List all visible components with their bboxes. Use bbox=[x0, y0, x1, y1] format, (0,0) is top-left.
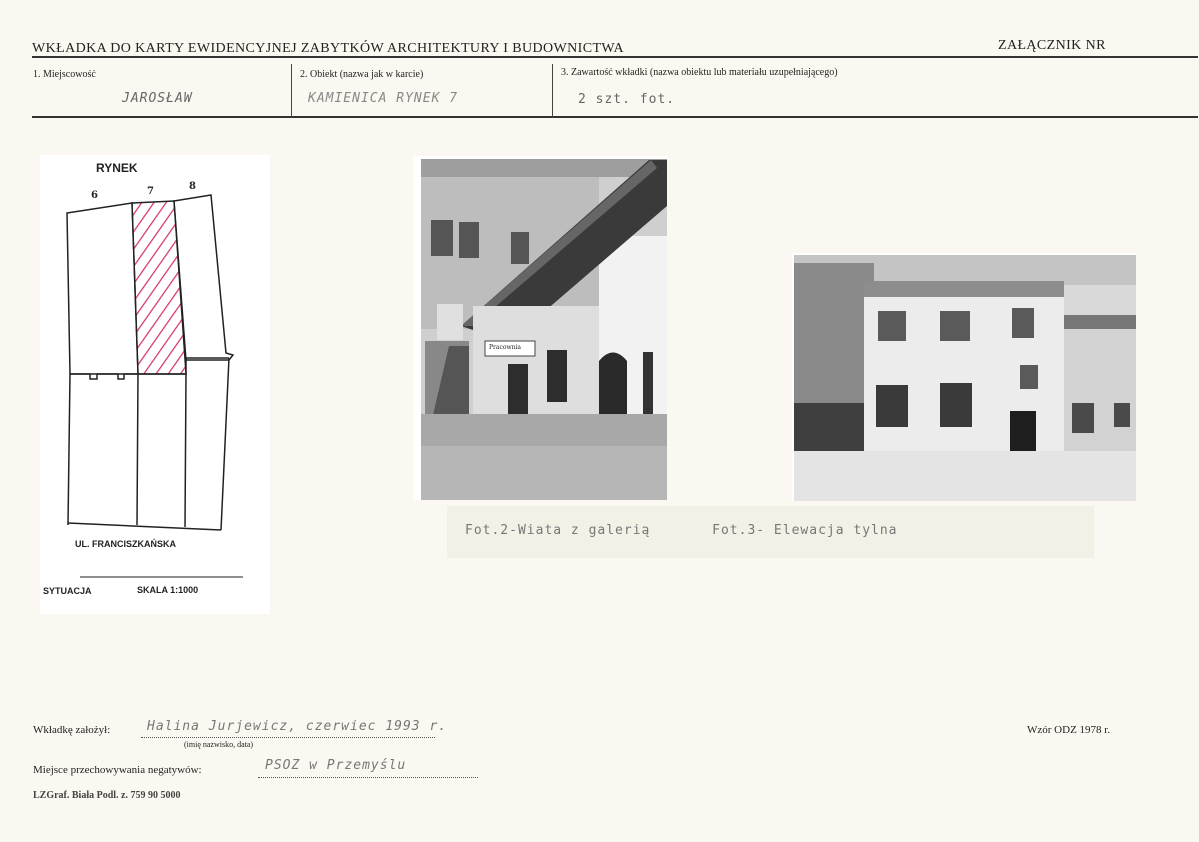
author-label: Wkładkę założył: bbox=[33, 724, 111, 736]
street-label: UL. FRANCISZKAŃSKA bbox=[75, 539, 176, 549]
content-label: 3. Zawartość wkładki (nazwa obiektu lub materiału uzupełniającego) bbox=[561, 67, 838, 78]
lot-number-8: 8 bbox=[189, 181, 196, 192]
plan-caption-left: SYTUACJA bbox=[43, 586, 92, 596]
card-title: WKŁADKA DO KARTY EWIDENCYJNEJ ZABYTKÓW ARCHITEKTURY I BUDOWNICTWA bbox=[32, 41, 624, 56]
photo-caption-strip bbox=[447, 506, 1094, 558]
lot-7-hatched bbox=[132, 201, 186, 374]
market-square-label: RYNEK bbox=[96, 161, 138, 175]
content-value: 2 szt. fot. bbox=[578, 92, 676, 107]
lot-number-6: 6 bbox=[91, 190, 98, 201]
author-hint: (imię nazwisko, data) bbox=[184, 740, 254, 749]
photo-caption: Fot.2-Wiata z galerią Fot.3- Elewacja tylna bbox=[465, 523, 898, 538]
site-plan-panel bbox=[40, 155, 270, 614]
photo-2-image bbox=[413, 156, 667, 500]
plan-caption-right: SKALA 1:1000 bbox=[137, 585, 199, 595]
template-label: Wzór ODZ 1978 r. bbox=[1027, 724, 1111, 736]
locality-label: 1. Miejscowość bbox=[33, 69, 96, 80]
storage-underline bbox=[258, 777, 478, 778]
locality-value: JAROSŁAW bbox=[122, 91, 193, 106]
lot-6-front bbox=[67, 203, 138, 374]
author-value: Halina Jurjewicz, czerwiec 1993 r. bbox=[147, 719, 448, 734]
storage-label: Miejsce przechowywania negatywów: bbox=[33, 764, 202, 776]
field-divider-2 bbox=[552, 64, 553, 118]
photo-3-image bbox=[792, 253, 1136, 501]
storage-value: PSOZ w Przemyślu bbox=[265, 758, 407, 773]
lot-number-7: 7 bbox=[147, 186, 154, 197]
object-value: KAMIENICA RYNEK 7 bbox=[308, 91, 459, 106]
photo-2-gallery bbox=[413, 156, 667, 500]
printer-imprint: LZGraf. Biała Podl. z. 759 90 5000 bbox=[33, 790, 181, 801]
object-label: 2. Obiekt (nazwa jak w karcie) bbox=[300, 69, 424, 80]
header-rule bbox=[32, 56, 1198, 58]
fields-bottom-rule bbox=[32, 116, 1198, 118]
field-divider-1 bbox=[291, 64, 292, 118]
photo-2-sign: Pracownia bbox=[489, 344, 521, 351]
author-underline bbox=[141, 737, 435, 738]
annex-label: ZAŁĄCZNIK NR bbox=[998, 38, 1106, 53]
photo-3-rear-elevation bbox=[792, 253, 1136, 501]
